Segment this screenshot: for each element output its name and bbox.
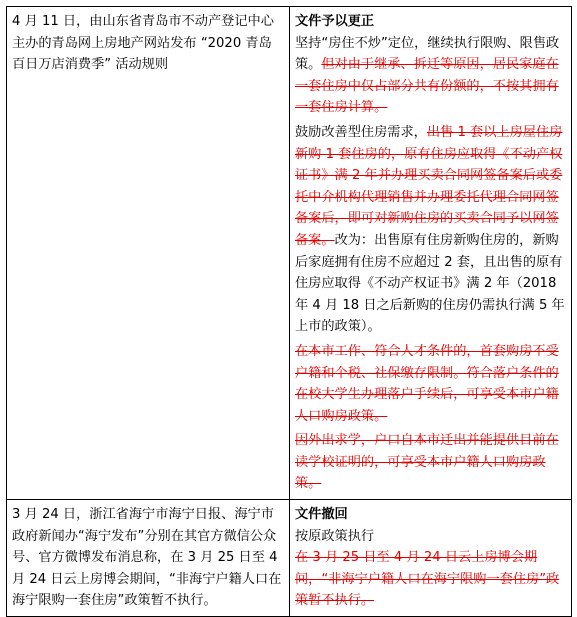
policy-text: 改为：出售原有住房新购住房的，新购后家庭拥有住房不应超过 2 套，且出售的原有住房应取得《不动产权证书》满 2 年（2018 年 4 月 18 日之后新购的住房仍需执行满 5 年上市的政策）。 (295, 232, 565, 335)
policy-text: 坚持“房住不炒”定位，继续执行限购、限售政策。 (295, 35, 560, 73)
policy-paragraph (295, 526, 566, 548)
response-cell (290, 7, 572, 500)
policy-text: 鼓励改善型住房需求， (295, 124, 427, 140)
policy-paragraph (295, 122, 566, 338)
response-heading: 文件予以更正 (295, 14, 375, 29)
policy-paragraph (295, 341, 566, 427)
table-row (7, 500, 572, 617)
event-cell (7, 7, 290, 500)
table-row (7, 7, 572, 500)
event-text: 3 月 24 日，浙江省海宁市海宁日报、海宁市政府新闻办“海宁发布”分别在其官方微信公众号、官方微博发布消息称，在 3 月 25 日至 4 月 24 日云上房博会期间，“非海宁户籍人口在海宁限购一套住房”政策暂不执行。 (12, 507, 282, 609)
struck-policy-text: 在 3 月 25 日至 4 月 24 日云上房博会期间，“非海宁户籍人口在海宁限购一套住房”政策暂不执行。 (295, 550, 560, 609)
policy-paragraph (295, 547, 566, 612)
policy-table (6, 6, 572, 617)
response-cell (290, 500, 572, 617)
response-heading: 文件撤回 (295, 507, 348, 523)
struck-policy-text: 在本市工作、符合人才条件的，首套购房不受户籍和个税、社保缴存限制。符合落户条件的在校大学生办理落户手续后，可享受本市户籍人口购房政策。 (295, 343, 559, 424)
struck-policy-text: 但对由于继承、拆迁等原因，居民家庭在一套住房中仅占部分共有份额的，不按其拥有一套住房计算。 (295, 57, 559, 116)
policy-paragraph (295, 33, 566, 119)
struck-policy-text: 因外出求学，户口自本市迁出并能提供目前在读学校证明的，可享受本市户籍人口购房政策。 (295, 433, 559, 492)
event-cell (7, 500, 290, 617)
struck-policy-text: 出售 1 套以上房屋住房新购 1 套住房的，原有住房应取得《不动产权证书》满 2 年并办理买卖合同网签备案后或委托中介机构代理销售并办理委托代理合同网签备案后，即可对新购住房的买卖合同予以网签备案。 (295, 124, 563, 248)
policy-text: 按原政策执行 (295, 528, 375, 544)
policy-paragraph (295, 430, 566, 495)
event-text: 4 月 11 日，由山东省青岛市不动产登记中心主办的青岛网上房地产网站发布 “2020 青岛百日万店消费季” 活动规则 (12, 14, 274, 73)
